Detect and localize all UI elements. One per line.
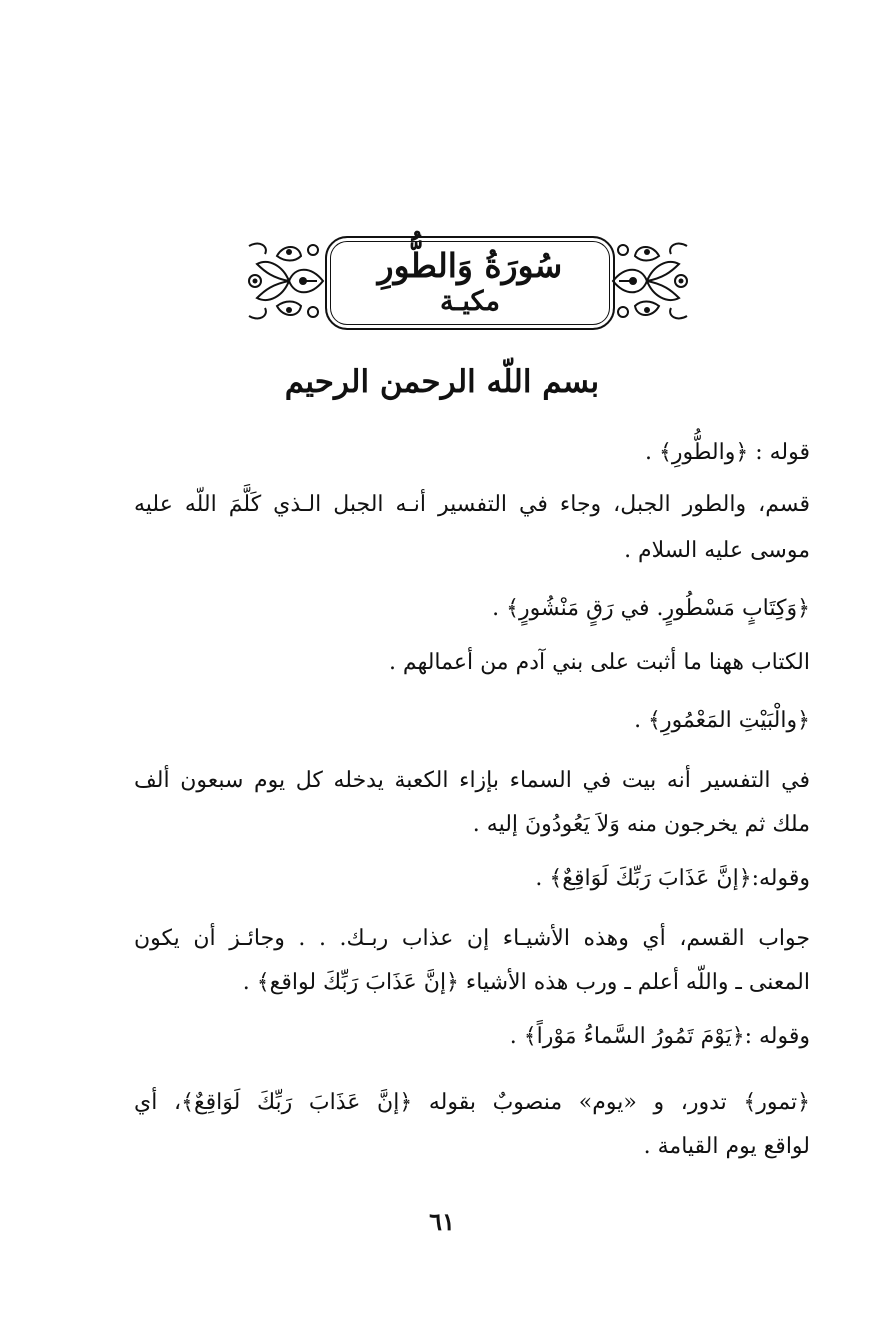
text-line: الكتاب ههنا ما أثبت على بني آدم من أعمالهم . [388,650,810,675]
text-line: لواقع يوم القيامة . [643,1134,810,1159]
text-line: في التفسير أنه بيت في السماء بإزاء الكعبة يدخله كل يوم سبعون ألف [134,768,810,793]
surah-header [243,232,693,332]
floral-ornament-icon [243,236,329,326]
page-number: ٦١ [429,1207,455,1236]
text-line: ﴿والْبَيْتِ المَعْمُورِ﴾ . [634,708,810,733]
text-line: المعنى ـ واللّه أعلم ـ ورب هذه الأشياء ﴿إنَّ عَذَابَ رَبِّكَ لواقع﴾ . [242,970,810,995]
text-line: جواب القسم، أي وهذه الأشيـاء إن عذاب ربـك. . . وجائـز أن يكون [134,926,810,951]
text-line: وقوله:﴿إنَّ عَذَابَ رَبِّكَ لَوَاقِعٌ﴾ . [535,866,810,891]
text-line: قوله : ﴿والطُّورِ﴾ . [644,440,810,465]
text-line: ملك ثم يخرجون منه وَلاَ يَعُودُونَ إليه . [472,812,810,837]
text-line: قسم، والطور الجبل، وجاء في التفسير أنـه الجبل الـذي كَلَّمَ اللّه عليه [134,492,810,517]
text-line: وقوله :﴿يَوْمَ تَمُورُ السَّماءُ مَوْراً﴾ . [509,1024,810,1049]
surah-type: مكيـة [440,286,500,317]
text-line: ﴿تمور﴾ تدور، و «يوم» منصوبٌ بقوله ﴿إنَّ عَذَابَ رَبِّكَ لَوَاقِعٌ﴾، أي [134,1090,810,1115]
text-line: ﴿وَكِتَابٍ مَسْطُورٍ. في رَقٍ مَنْشُورٍ﴾ . [492,596,810,621]
text-line: موسى عليه السلام . [624,538,810,563]
floral-ornament-icon [607,236,693,326]
surah-title: سُورَةُ وَالطُّورِ [377,246,563,285]
basmala-heading: بسم اللّه الرحمن الرحيم [284,364,600,400]
